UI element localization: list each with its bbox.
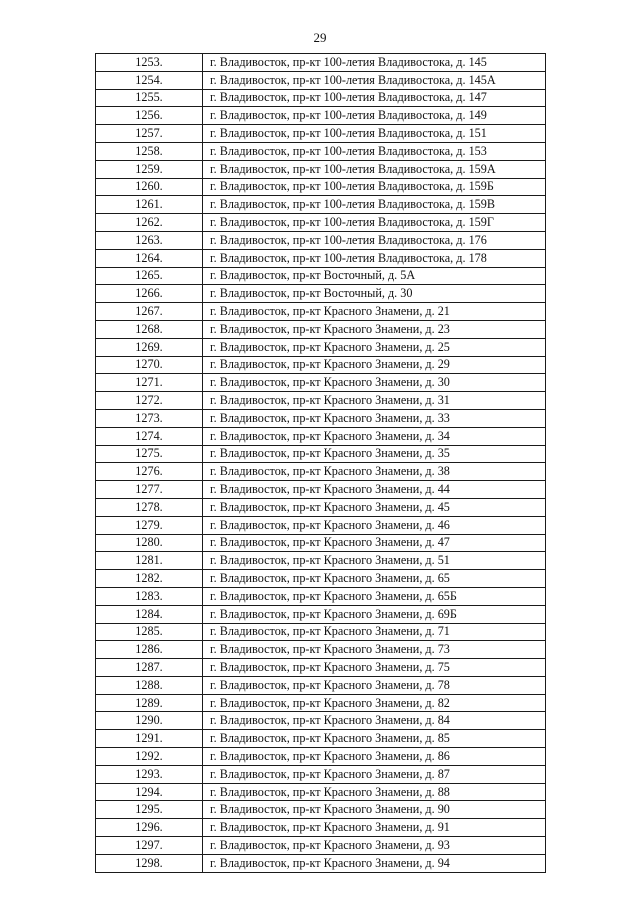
- row-address: г. Владивосток, пр-кт Восточный, д. 30: [203, 285, 546, 303]
- row-number: 1270.: [96, 356, 203, 374]
- row-number: 1278.: [96, 498, 203, 516]
- table-row: [96, 160, 546, 178]
- row-address: г. Владивосток, пр-кт Красного Знамени, д. 21: [203, 303, 546, 321]
- table-row: [96, 534, 546, 552]
- row-address: г. Владивосток, пр-кт Восточный, д. 5А: [203, 267, 546, 285]
- row-number: 1286.: [96, 641, 203, 659]
- table-row: [96, 463, 546, 481]
- table-row: [96, 285, 546, 303]
- table-row: [96, 409, 546, 427]
- table-row: [96, 231, 546, 249]
- table-row: [96, 142, 546, 160]
- row-address: г. Владивосток, пр-кт Красного Знамени, д. 88: [203, 783, 546, 801]
- row-number: 1254.: [96, 71, 203, 89]
- table-row: [96, 178, 546, 196]
- address-table: [95, 53, 546, 873]
- row-number: 1285.: [96, 623, 203, 641]
- row-number: 1256.: [96, 107, 203, 125]
- row-address: г. Владивосток, пр-кт Красного Знамени, д. 45: [203, 498, 546, 516]
- row-number: 1255.: [96, 89, 203, 107]
- table-row: [96, 765, 546, 783]
- row-address: г. Владивосток, пр-кт Красного Знамени, д. 34: [203, 427, 546, 445]
- row-number: 1287.: [96, 659, 203, 677]
- row-address: г. Владивосток, пр-кт Красного Знамени, д. 86: [203, 748, 546, 766]
- row-address: г. Владивосток, пр-кт Красного Знамени, д. 38: [203, 463, 546, 481]
- row-number: 1296.: [96, 819, 203, 837]
- row-number: 1260.: [96, 178, 203, 196]
- table-row: [96, 801, 546, 819]
- row-address: г. Владивосток, пр-кт 100-летия Владивостока, д. 159Б: [203, 178, 546, 196]
- table-row: [96, 605, 546, 623]
- row-number: 1273.: [96, 409, 203, 427]
- row-number: 1276.: [96, 463, 203, 481]
- row-address: г. Владивосток, пр-кт 100-летия Владивостока, д. 178: [203, 249, 546, 267]
- row-address: г. Владивосток, пр-кт Красного Знамени, д. 31: [203, 392, 546, 410]
- row-address: г. Владивосток, пр-кт Красного Знамени, д. 23: [203, 320, 546, 338]
- row-number: 1268.: [96, 320, 203, 338]
- row-number: 1253.: [96, 54, 203, 72]
- table-row: [96, 783, 546, 801]
- row-number: 1264.: [96, 249, 203, 267]
- row-address: г. Владивосток, пр-кт Красного Знамени, д. 29: [203, 356, 546, 374]
- row-address: г. Владивосток, пр-кт Красного Знамени, д. 35: [203, 445, 546, 463]
- row-address: г. Владивосток, пр-кт Красного Знамени, д. 46: [203, 516, 546, 534]
- row-address: г. Владивосток, пр-кт Красного Знамени, д. 69Б: [203, 605, 546, 623]
- row-address: г. Владивосток, пр-кт Красного Знамени, д. 73: [203, 641, 546, 659]
- row-address: г. Владивосток, пр-кт 100-летия Владивостока, д. 149: [203, 107, 546, 125]
- row-number: 1279.: [96, 516, 203, 534]
- row-address: г. Владивосток, пр-кт Красного Знамени, д. 75: [203, 659, 546, 677]
- row-address: г. Владивосток, пр-кт 100-летия Владивостока, д. 159Г: [203, 214, 546, 232]
- row-address: г. Владивосток, пр-кт Красного Знамени, д. 33: [203, 409, 546, 427]
- row-number: 1293.: [96, 765, 203, 783]
- table-row: [96, 196, 546, 214]
- row-number: 1257.: [96, 125, 203, 143]
- table-row: [96, 516, 546, 534]
- row-address: г. Владивосток, пр-кт Красного Знамени, д. 25: [203, 338, 546, 356]
- table-row: [96, 320, 546, 338]
- table-row: [96, 730, 546, 748]
- row-address: г. Владивосток, пр-кт Красного Знамени, д. 94: [203, 854, 546, 872]
- row-number: 1298.: [96, 854, 203, 872]
- table-row: [96, 659, 546, 677]
- table-row: [96, 427, 546, 445]
- row-number: 1272.: [96, 392, 203, 410]
- row-number: 1290.: [96, 712, 203, 730]
- row-number: 1259.: [96, 160, 203, 178]
- table-row: [96, 107, 546, 125]
- row-address: г. Владивосток, пр-кт Красного Знамени, д. 91: [203, 819, 546, 837]
- row-number: 1281.: [96, 552, 203, 570]
- table-row: [96, 54, 546, 72]
- row-number: 1265.: [96, 267, 203, 285]
- table-row: [96, 837, 546, 855]
- table-row: [96, 854, 546, 872]
- row-number: 1291.: [96, 730, 203, 748]
- row-number: 1295.: [96, 801, 203, 819]
- row-address: г. Владивосток, пр-кт Красного Знамени, д. 78: [203, 676, 546, 694]
- row-address: г. Владивосток, пр-кт 100-летия Владивостока, д. 145А: [203, 71, 546, 89]
- table-row: [96, 570, 546, 588]
- row-address: г. Владивосток, пр-кт 100-летия Владивостока, д. 147: [203, 89, 546, 107]
- table-row: [96, 374, 546, 392]
- row-number: 1274.: [96, 427, 203, 445]
- table-row: [96, 392, 546, 410]
- table-row: [96, 498, 546, 516]
- row-address: г. Владивосток, пр-кт Красного Знамени, д. 90: [203, 801, 546, 819]
- row-number: 1262.: [96, 214, 203, 232]
- table-row: [96, 587, 546, 605]
- row-address: г. Владивосток, пр-кт Красного Знамени, д. 51: [203, 552, 546, 570]
- row-address: г. Владивосток, пр-кт 100-летия Владивостока, д. 159В: [203, 196, 546, 214]
- row-number: 1289.: [96, 694, 203, 712]
- table-row: [96, 71, 546, 89]
- row-number: 1282.: [96, 570, 203, 588]
- row-address: г. Владивосток, пр-кт Красного Знамени, д. 82: [203, 694, 546, 712]
- table-row: [96, 641, 546, 659]
- row-number: 1292.: [96, 748, 203, 766]
- row-address: г. Владивосток, пр-кт Красного Знамени, д. 84: [203, 712, 546, 730]
- address-table-body: [96, 54, 546, 873]
- table-row: [96, 694, 546, 712]
- table-row: [96, 552, 546, 570]
- row-address: г. Владивосток, пр-кт Красного Знамени, д. 85: [203, 730, 546, 748]
- row-address: г. Владивосток, пр-кт Красного Знамени, д. 44: [203, 481, 546, 499]
- table-row: [96, 89, 546, 107]
- row-address: г. Владивосток, пр-кт 100-летия Владивостока, д. 151: [203, 125, 546, 143]
- row-address: г. Владивосток, пр-кт Красного Знамени, д. 47: [203, 534, 546, 552]
- row-number: 1283.: [96, 587, 203, 605]
- table-row: [96, 356, 546, 374]
- row-number: 1263.: [96, 231, 203, 249]
- table-row: [96, 249, 546, 267]
- row-address: г. Владивосток, пр-кт Красного Знамени, д. 65Б: [203, 587, 546, 605]
- row-number: 1269.: [96, 338, 203, 356]
- row-address: г. Владивосток, пр-кт 100-летия Владивостока, д. 145: [203, 54, 546, 72]
- row-number: 1280.: [96, 534, 203, 552]
- row-address: г. Владивосток, пр-кт Красного Знамени, д. 71: [203, 623, 546, 641]
- row-address: г. Владивосток, пр-кт Красного Знамени, д. 87: [203, 765, 546, 783]
- table-row: [96, 481, 546, 499]
- row-number: 1297.: [96, 837, 203, 855]
- table-row: [96, 819, 546, 837]
- row-number: 1284.: [96, 605, 203, 623]
- row-number: 1258.: [96, 142, 203, 160]
- row-number: 1271.: [96, 374, 203, 392]
- table-row: [96, 303, 546, 321]
- row-address: г. Владивосток, пр-кт 100-летия Владивостока, д. 176: [203, 231, 546, 249]
- row-number: 1267.: [96, 303, 203, 321]
- row-number: 1294.: [96, 783, 203, 801]
- table-row: [96, 623, 546, 641]
- table-row: [96, 445, 546, 463]
- page-number: 29: [313, 30, 327, 45]
- table-row: [96, 712, 546, 730]
- table-row: [96, 748, 546, 766]
- row-address: г. Владивосток, пр-кт 100-летия Владивостока, д. 153: [203, 142, 546, 160]
- row-address: г. Владивосток, пр-кт Красного Знамени, д. 65: [203, 570, 546, 588]
- row-address: г. Владивосток, пр-кт Красного Знамени, д. 93: [203, 837, 546, 855]
- table-row: [96, 125, 546, 143]
- table-row: [96, 267, 546, 285]
- table-row: [96, 338, 546, 356]
- table-row: [96, 214, 546, 232]
- row-number: 1261.: [96, 196, 203, 214]
- row-number: 1275.: [96, 445, 203, 463]
- table-row: [96, 676, 546, 694]
- row-number: 1266.: [96, 285, 203, 303]
- row-number: 1288.: [96, 676, 203, 694]
- row-address: г. Владивосток, пр-кт Красного Знамени, д. 30: [203, 374, 546, 392]
- row-address: г. Владивосток, пр-кт 100-летия Владивостока, д. 159А: [203, 160, 546, 178]
- row-number: 1277.: [96, 481, 203, 499]
